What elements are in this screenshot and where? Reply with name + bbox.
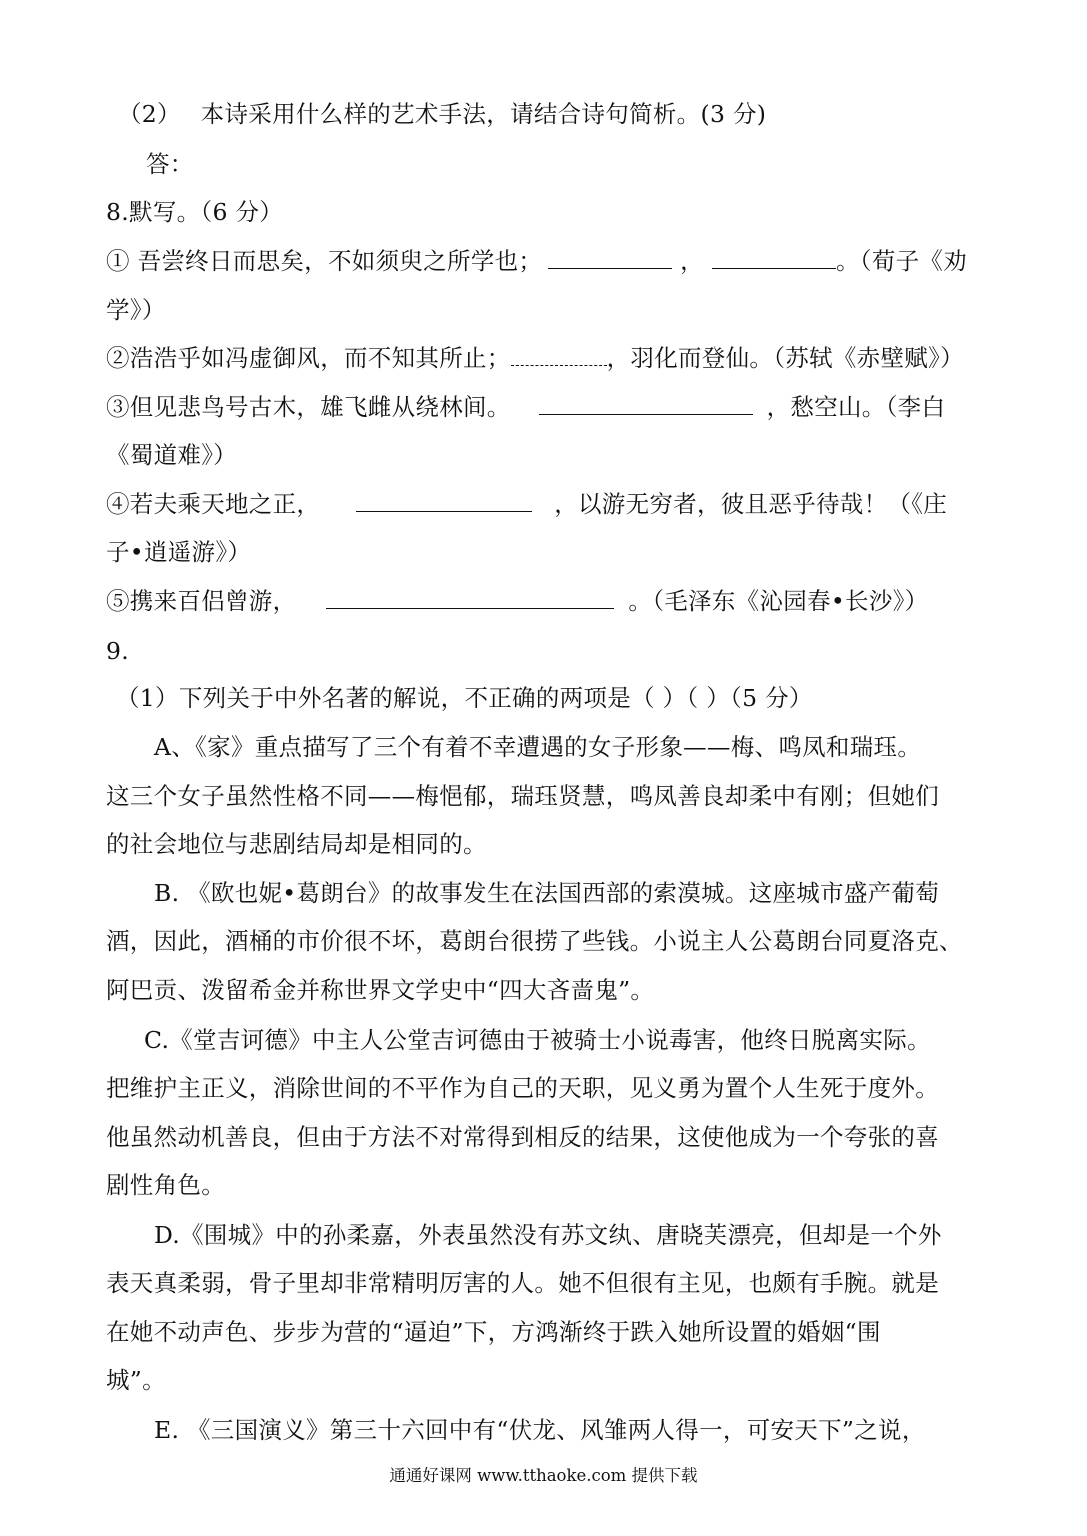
option-c-line1: C.《堂吉诃德》中主人公堂吉诃德由于被骑士小说毒害，他终日脱离实际。: [144, 1026, 931, 1054]
fill-blank[interactable]: [539, 392, 753, 415]
question-8-item-5: [106, 585, 928, 617]
question-8-item-4: [106, 488, 947, 520]
question-8-item-2: [106, 342, 964, 374]
question-9-title: 9.: [106, 637, 130, 665]
answer-label: 答：: [146, 150, 194, 178]
option-a-line3: 的社会地位与悲剧结局却是相同的。: [106, 830, 487, 858]
option-e-line1: E. 《三国演义》第三十六回中有“伏龙、风雏两人得一，可安天下”之说，: [154, 1416, 926, 1444]
option-b-line1: B. 《欧也妮•葛朗台》的故事发生在法国西部的索漠城。这座城市盛产葡萄: [154, 879, 940, 907]
fill-blank[interactable]: [511, 343, 607, 366]
question-8-item-3: [106, 391, 945, 423]
question-8-title: 8.默写。（6 分）: [106, 198, 284, 226]
item-text: ① 吾尝终日而思矣，不如须臾之所学也；: [106, 247, 543, 275]
fill-blank[interactable]: [356, 489, 532, 512]
fill-blank[interactable]: [326, 586, 614, 609]
fill-blank[interactable]: [548, 246, 672, 269]
item-text: ，羽化而登仙。（苏轼《赤壁赋》）: [606, 344, 964, 372]
option-c-line3: 他虽然动机善良，但由于方法不对常得到相反的结果，这使他成为一个夸张的喜: [106, 1123, 939, 1151]
question-8-item-1: [106, 245, 967, 277]
item-text: ⑤携来百侣曾游，: [106, 587, 297, 615]
item-text: ，: [680, 247, 704, 275]
page-footer: 通通好课网 www.tthaoke.com 提供下载: [389, 1466, 698, 1485]
option-c-line4: 剧性角色。: [106, 1171, 225, 1199]
item-text: ，愁空山。（李白: [766, 393, 946, 421]
option-d-line4: 城”。: [106, 1366, 166, 1394]
question-8-item-3-cont: 《蜀道难》）: [106, 441, 238, 469]
fill-blank[interactable]: [712, 246, 836, 269]
question-7-2: （2） 本诗采用什么样的艺术手法，请结合诗句简析。(3 分): [118, 100, 767, 128]
option-c-line2: 把维护主正义，消除世间的不平作为自己的天职，见义勇为置个人生死于度外。: [106, 1074, 939, 1102]
item-text: 。（荀子《劝: [835, 247, 968, 275]
option-d-line1: D.《围城》中的孙柔嘉，外表虽然没有苏文纨、唐晓芙漂亮，但却是一个外: [154, 1221, 942, 1249]
option-b-line2: 酒，因此，酒桶的市价很不坏，葛朗台很捞了些钱。小说主人公葛朗台同夏洛克、: [106, 927, 963, 955]
question-9-1: （1）下列关于中外名著的解说，不正确的两项是（ ）（ ）（5 分）: [116, 684, 813, 712]
option-d-line2: 表天真柔弱，骨子里却非常精明厉害的人。她不但很有主见，也颇有手腕。就是: [106, 1269, 939, 1297]
option-a-line2: 这三个女子虽然性格不同——梅悒郁，瑞珏贤慧，鸣凤善良却柔中有刚；但她们: [106, 782, 939, 810]
item-text: ，以游无穷者，彼且恶乎待哉！（《庄: [554, 490, 948, 518]
item-text: ④若夫乘天地之正，: [106, 490, 321, 518]
option-d-line3: 在她不动声色、步步为营的“逼迫”下，方鸿渐终于跌入她所设置的婚姻“围: [106, 1318, 881, 1346]
item-text: ②浩浩乎如冯虚御风，而不知其所止；: [106, 344, 511, 372]
option-a-line1: A、《家》重点描写了三个有着不幸遭遇的女子形象——梅、鸣凤和瑞珏。: [154, 733, 922, 761]
question-8-item-4-cont: 子•逍遥游》）: [106, 538, 252, 566]
question-8-item-1-cont: 学》）: [106, 296, 166, 324]
item-text: 。（毛泽东《沁园春•长沙》）: [628, 587, 929, 615]
option-b-line3: 阿巴贡、泼留希金并称世界文学史中“四大吝啬鬼”。: [106, 976, 655, 1004]
item-text: ③但见悲鸟号古木，雄飞雌从绕林间。: [106, 393, 511, 421]
